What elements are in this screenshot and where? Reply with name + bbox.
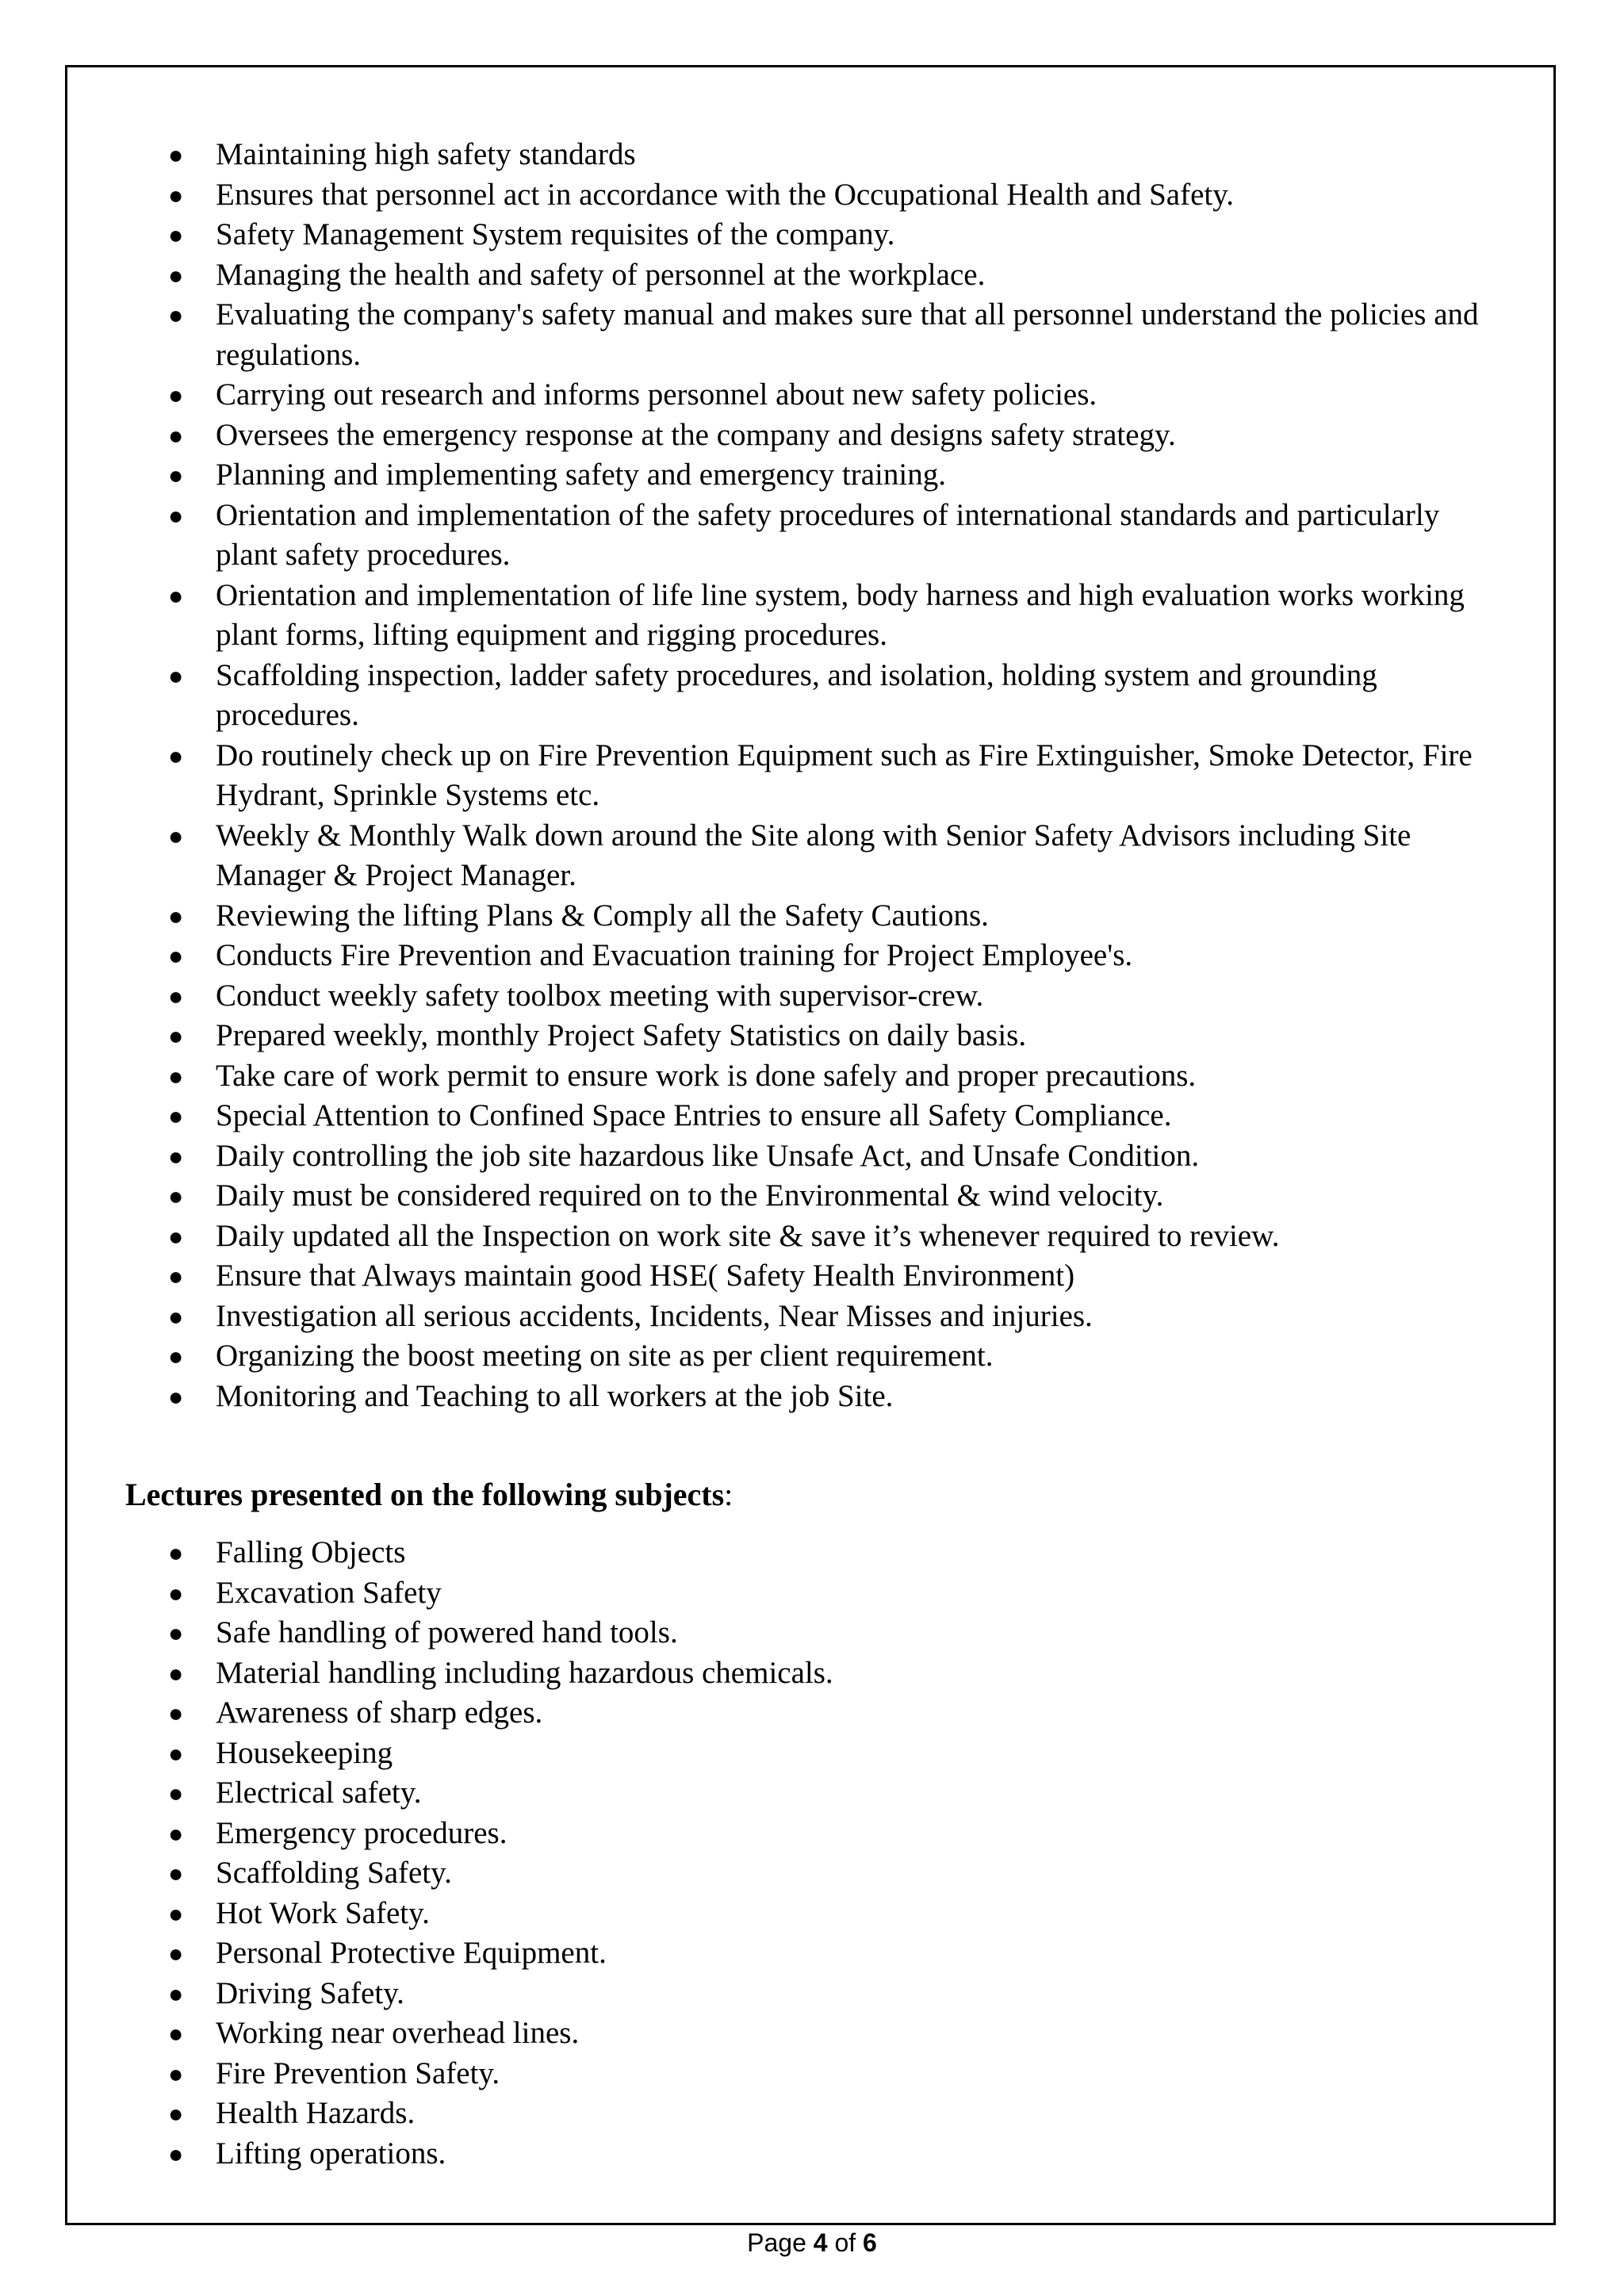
list-item-text: Hot Work Safety.	[216, 1895, 430, 1930]
bullet-icon: ●	[168, 901, 184, 930]
list-item	[0, 1216, 1624, 1257]
bullet-icon: ●	[168, 1859, 184, 1887]
list-item	[0, 1136, 1624, 1177]
list-item	[0, 416, 1624, 456]
bullet-icon: ●	[168, 381, 184, 409]
list-item	[0, 1734, 1624, 1774]
list-item-text: Material handling including hazardous chemicals.	[216, 1655, 833, 1690]
footer-middle: of	[827, 2228, 864, 2257]
list-item-text: Emergency procedures.	[216, 1815, 508, 1850]
bullet-icon: ●	[168, 1141, 184, 1170]
bullet-icon: ●	[168, 2059, 184, 2088]
bullet-icon: ●	[168, 1619, 184, 1647]
list-item-text: Working near overhead lines.	[216, 2016, 580, 2050]
bullet-icon: ●	[168, 1221, 184, 1251]
bullet-icon: ●	[168, 981, 184, 1010]
list-item	[0, 816, 1624, 896]
bullet-icon: ●	[168, 741, 184, 770]
bullet-icon: ●	[168, 1342, 184, 1370]
list-item	[0, 1693, 1624, 1734]
list-item-text: Safe handling of powered hand tools.	[216, 1615, 678, 1649]
list-item-text: Take care of work permit to ensure work is done safely and proper precautions.	[216, 1058, 1197, 1093]
bullet-icon: ●	[168, 1061, 184, 1090]
bullet-icon: ●	[168, 2019, 184, 2048]
list-item-text: Scaffolding inspection, ladder safety procedures, and isolation, holding system and grounding procedures.	[216, 657, 1377, 732]
list-item	[0, 1176, 1624, 1216]
list-item-text: Driving Safety.	[216, 1975, 404, 2010]
list-item	[0, 656, 1624, 736]
list-item-text: Planning and implementing safety and emergency training.	[216, 458, 946, 492]
list-item	[0, 1853, 1624, 1894]
list-item-text: Scaffolding Safety.	[216, 1856, 452, 1890]
bullet-icon: ●	[168, 1578, 184, 1607]
list-item-text: Falling Objects	[216, 1535, 406, 1569]
list-item-text: Monitoring and Teaching to all workers at the job Site.	[216, 1378, 894, 1413]
list-item	[0, 1894, 1624, 1934]
list-item-text: Maintaining high safety standards	[216, 137, 636, 171]
list-item	[0, 736, 1624, 816]
list-item-text: Investigation all serious accidents, Incidents, Near Misses and injuries.	[216, 1298, 1093, 1333]
bullet-icon: ●	[168, 1021, 184, 1050]
list-item	[0, 1653, 1624, 1694]
bullet-icon: ●	[168, 220, 184, 249]
bullet-icon: ●	[168, 461, 184, 489]
list-item-text: Orientation and implementation of life line system, body harness and high evaluation works working plant forms, lifting equipment and rigging procedures.	[216, 577, 1465, 652]
bullet-icon: ●	[168, 1182, 184, 1210]
bullet-icon: ●	[168, 1538, 184, 1567]
page-footer	[0, 2227, 1624, 2259]
lectures-heading-colon: :	[724, 1477, 733, 1512]
bullet-icon: ●	[168, 1979, 184, 2008]
list-item-text: Ensures that personnel act in accordance with the Occupational Health and Safety.	[216, 177, 1234, 212]
footer-total-pages: 6	[863, 2228, 877, 2257]
list-item-text: Prepared weekly, monthly Project Safety Statistics on daily basis.	[216, 1018, 1027, 1052]
list-item	[0, 2013, 1624, 2054]
list-item	[0, 175, 1624, 216]
list-item-text: Daily updated all the Inspection on work site & save it’s whenever required to review.	[216, 1218, 1280, 1253]
list-item	[0, 375, 1624, 416]
list-item	[0, 1773, 1624, 1814]
bullet-icon: ●	[168, 1779, 184, 1807]
list-item	[0, 1297, 1624, 1337]
list-item	[0, 1573, 1624, 1614]
bullet-icon: ●	[168, 941, 184, 970]
bullet-icon: ●	[168, 1818, 184, 1848]
list-item	[0, 496, 1624, 576]
list-item	[0, 255, 1624, 296]
list-item-text: Excavation Safety	[216, 1575, 442, 1610]
list-item-text: Lifting operations.	[216, 2136, 446, 2170]
duties-list	[0, 135, 1624, 1416]
list-item	[0, 1814, 1624, 1854]
bullet-icon: ●	[168, 2139, 184, 2168]
list-item-text: Ensure that Always maintain good HSE( Safety Health Environment)	[216, 1259, 1075, 1293]
bullet-icon: ●	[168, 500, 184, 530]
bullet-icon: ●	[168, 140, 184, 169]
list-item-text: Conduct weekly safety toolbox meeting with supervisor-crew.	[216, 978, 984, 1013]
list-item	[0, 1056, 1624, 1097]
list-item-text: Evaluating the company's safety manual and makes sure that all personnel understand the policies and regulations.	[216, 297, 1479, 372]
list-item	[0, 1613, 1624, 1653]
bullet-icon: ●	[168, 1381, 184, 1411]
bullet-icon: ●	[168, 1898, 184, 1928]
bullet-icon: ●	[168, 1738, 184, 1768]
list-item	[0, 1256, 1624, 1297]
list-item-text: Weekly & Monthly Walk down around the Site along with Senior Safety Advisors including Site Manager & Project Manager.	[216, 818, 1411, 892]
list-item-text: Conducts Fire Prevention and Evacuation training for Project Employee's.	[216, 938, 1133, 972]
list-item	[0, 135, 1624, 175]
bullet-icon: ●	[168, 1301, 184, 1331]
bullet-icon: ●	[168, 420, 184, 450]
list-item	[0, 976, 1624, 1017]
bullet-icon: ●	[168, 260, 184, 289]
list-item-text: Safety Management System requisites of the company.	[216, 217, 895, 251]
list-item-text: Carrying out research and informs personnel about new safety policies.	[216, 377, 1097, 412]
list-item	[0, 1377, 1624, 1417]
list-item-text: Electrical safety.	[216, 1776, 422, 1810]
list-item	[0, 1096, 1624, 1136]
bullet-icon: ●	[168, 301, 184, 329]
list-item	[0, 2134, 1624, 2174]
footer-current-page: 4	[813, 2228, 828, 2257]
lectures-heading	[125, 1475, 733, 1515]
list-item	[0, 455, 1624, 496]
bullet-icon: ●	[168, 1262, 184, 1290]
list-item-text: Special Attention to Confined Space Entries to ensure all Safety Compliance.	[216, 1098, 1172, 1132]
list-item-text: Awareness of sharp edges.	[216, 1695, 543, 1730]
list-item	[0, 1933, 1624, 1974]
list-item-text: Personal Protective Equipment.	[216, 1936, 607, 1970]
list-item	[0, 896, 1624, 937]
list-item	[0, 936, 1624, 976]
list-item	[0, 1533, 1624, 1573]
list-item	[0, 2094, 1624, 2134]
list-item	[0, 2054, 1624, 2094]
list-item	[0, 1336, 1624, 1377]
bullet-icon: ●	[168, 580, 184, 610]
list-item	[0, 215, 1624, 255]
list-item-text: Managing the health and safety of personnel at the workplace.	[216, 257, 986, 292]
bullet-icon: ●	[168, 1939, 184, 1967]
list-item-text: Organizing the boost meeting on site as per client requirement.	[216, 1339, 994, 1373]
list-item-text: Daily must be considered required on to the Environmental & wind velocity.	[216, 1178, 1164, 1213]
lectures-list	[0, 1533, 1624, 2174]
list-item-text: Fire Prevention Safety.	[216, 2056, 500, 2090]
bullet-icon: ●	[168, 180, 184, 209]
lectures-heading-text: Lectures presented on the following subjects	[125, 1477, 725, 1512]
list-item-text: Do routinely check up on Fire Prevention Equipment such as Fire Extinguisher, Smoke Detector, Fire Hydrant, Sprinkle Systems etc.	[216, 738, 1473, 812]
bullet-icon: ●	[168, 1102, 184, 1130]
list-item-text: Reviewing the lifting Plans & Comply all the Safety Cautions.	[216, 898, 989, 933]
list-item-text: Daily controlling the job site hazardous like Unsafe Act, and Unsafe Condition.	[216, 1138, 1200, 1173]
bullet-icon: ●	[168, 1658, 184, 1688]
bullet-icon: ●	[168, 1699, 184, 1727]
list-item-text: Health Hazards.	[216, 2096, 416, 2130]
list-item	[0, 576, 1624, 656]
list-item-text: Oversees the emergency response at the company and designs safety strategy.	[216, 417, 1176, 452]
list-item	[0, 1974, 1624, 2014]
list-item-text: Orientation and implementation of the safety procedures of international standards and particularly plant safety procedures.	[216, 497, 1440, 572]
bullet-icon: ●	[168, 2099, 184, 2128]
footer-prefix: Page	[747, 2228, 814, 2257]
list-item	[0, 1016, 1624, 1056]
list-item-text: Housekeeping	[216, 1735, 393, 1770]
list-item	[0, 295, 1624, 375]
bullet-icon: ●	[168, 661, 184, 690]
bullet-icon: ●	[168, 821, 184, 850]
